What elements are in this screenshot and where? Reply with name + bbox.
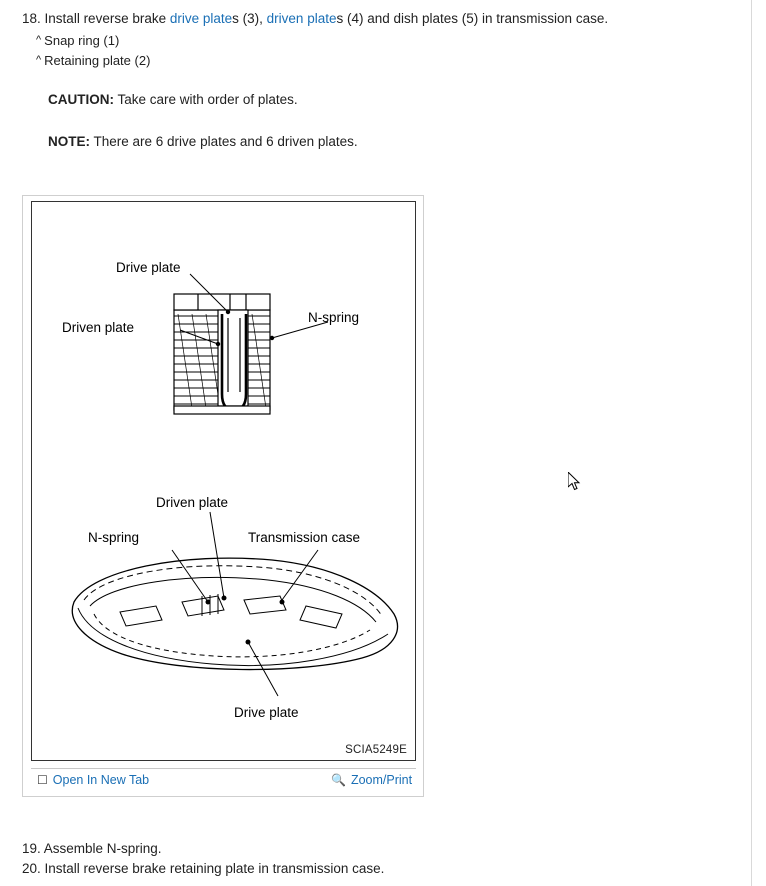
- figure-diagram: [32, 202, 415, 760]
- step-18-text: [22, 11, 608, 26]
- sub-item-snap-ring-label: Snap ring (1): [44, 33, 120, 48]
- step-18-number: 18.: [22, 11, 41, 26]
- open-in-new-tab-label: Open In New Tab: [52, 773, 150, 787]
- magnifier-icon: 🔍: [331, 773, 346, 787]
- caution-label: CAUTION:: [48, 92, 114, 107]
- zoom-print-label: Zoom/Print: [350, 773, 413, 787]
- label-driven-plate-top: Driven plate: [62, 320, 135, 335]
- label-driven-plate-bottom: Driven plate: [156, 495, 229, 510]
- step-20-text: 20. Install reverse brake retaining plate in transmission case.: [22, 861, 385, 876]
- label-n-spring-top: N-spring: [308, 310, 360, 325]
- open-in-new-tab-button[interactable]: [37, 773, 149, 787]
- figure-card: [22, 195, 424, 797]
- figure-image[interactable]: [31, 201, 416, 761]
- caret-icon: ^: [36, 54, 42, 66]
- caution-text: Take care with order of plates.: [117, 92, 298, 107]
- figure-actions: [31, 768, 416, 792]
- link-driven-plates[interactable]: driven plate: [266, 11, 337, 26]
- caution-block: [48, 92, 298, 107]
- scrollbar-track[interactable]: [752, 0, 766, 886]
- sub-item-snap-ring: [36, 33, 119, 48]
- step-18-mid-2: s (4) and dish plates (5) in transmission case.: [336, 11, 609, 26]
- step-18-mid-1: s (3),: [232, 11, 267, 26]
- label-transmission-case: Transmission case: [248, 530, 361, 545]
- link-drive-plates[interactable]: drive plate: [169, 11, 233, 26]
- step-19-text: 19. Assemble N-spring.: [22, 841, 162, 856]
- step-18-text-before: Install reverse brake: [44, 11, 170, 26]
- figure-id: SCIA5249E: [345, 744, 407, 756]
- note-label: NOTE:: [48, 134, 90, 149]
- note-text: There are 6 drive plates and 6 driven plates.: [93, 134, 358, 149]
- note-block: [48, 134, 358, 149]
- mouse-cursor: [568, 472, 582, 492]
- sub-item-retaining-plate-label: Retaining plate (2): [44, 53, 151, 68]
- label-n-spring-bottom: N-spring: [88, 530, 140, 545]
- zoom-print-button[interactable]: [331, 773, 412, 787]
- sub-item-retaining-plate: [36, 53, 150, 68]
- external-window-icon: ☐: [37, 773, 48, 787]
- label-drive-plate-top: Drive plate: [116, 260, 181, 275]
- caret-icon: ^: [36, 34, 42, 46]
- label-drive-plate-bottom: Drive plate: [234, 705, 299, 720]
